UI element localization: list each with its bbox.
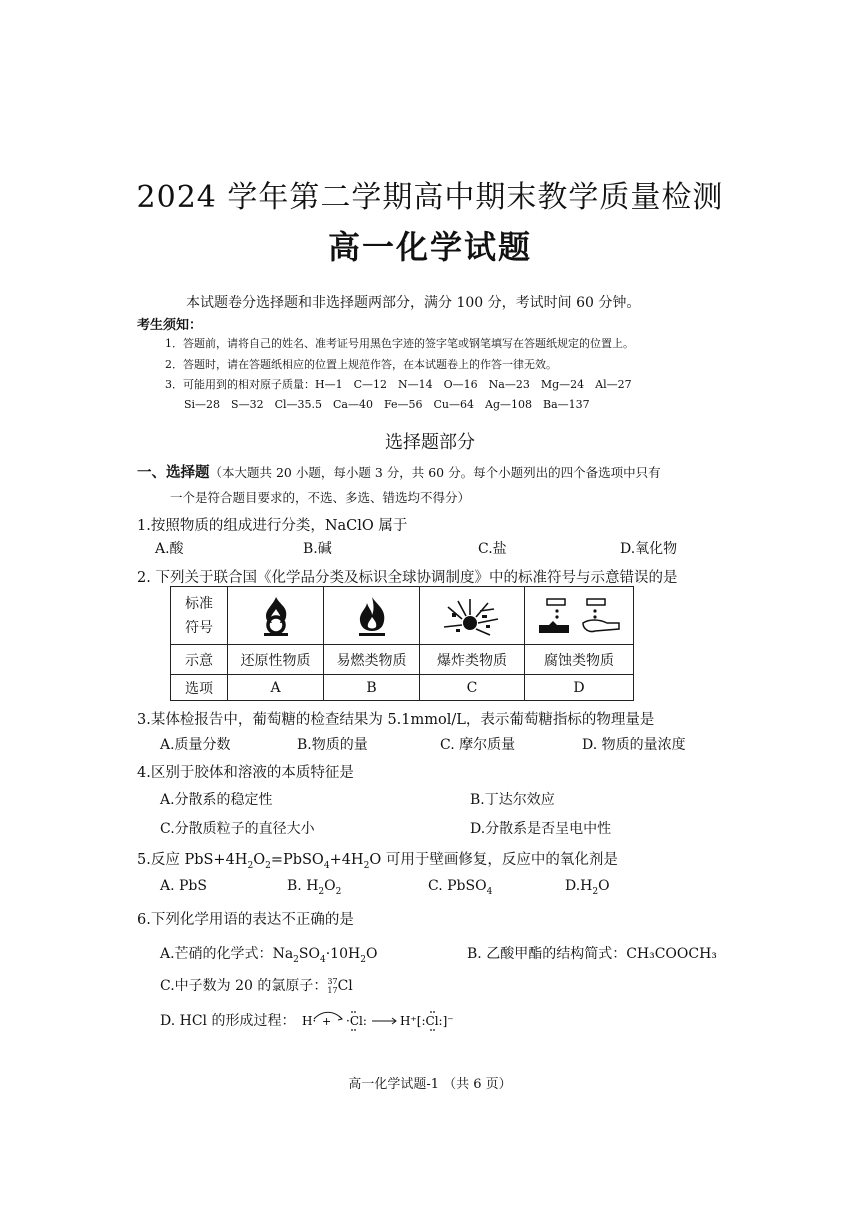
q3-option-a: A.质量分数 [160, 737, 231, 753]
hcl-formation-diagram [300, 1010, 475, 1032]
exam-subtitle: 高一化学试题 [327, 228, 532, 266]
q6-formula: $Na_2SO_4\cdot 10H_2O$ [272, 946, 378, 965]
q5-equation: $PbS+4H_2O_2=PbSO_4+4H_2O$ [184, 852, 382, 871]
q4-option-b: B.丁达尔效应 [470, 792, 555, 808]
q5-option-b: B. $H_2O_2$ [287, 878, 342, 897]
q1-stem: 1.按照物质的组成进行分类，NaClO 属于 [137, 518, 408, 534]
svg-text:H⁺[:Cl:]⁻: H⁺[:Cl:]⁻ [399, 1014, 454, 1028]
meaning-c: 爆炸类物质 [420, 645, 525, 675]
q4-option-a: A.分散系的稳定性 [160, 792, 273, 808]
corrosive-icon [525, 587, 634, 645]
option-a: A [228, 675, 324, 701]
q5-option-c: C. PbSO$_4$ [428, 878, 493, 897]
part1-heading [137, 461, 661, 482]
exam-title: 2024 学年第二学期高中期末教学质量检测 [136, 180, 724, 215]
q6-option-d: D. HCl 的形成过程： H· + ·Cl: H⁺[:Cl:]⁻ [160, 1010, 475, 1032]
section-title: 选择题部分 [385, 432, 475, 453]
explosive-icon [420, 587, 525, 645]
notice-item-4: Si—28 S—32 Cl—35.5 Ca—40 Fe—56 Cu—64 Ag—108 Ba—137 [184, 398, 590, 411]
q5-option-d: $D.H_2O$ [565, 878, 610, 897]
svg-text:H·: H· [301, 1014, 317, 1028]
notice-item-2: 2．答题时，请在答题纸相应的位置上规范作答，在本试题卷上的作答一律无效。 [165, 358, 557, 371]
notice-item-1: 1．答题前，请将自己的姓名、准考证号用黑色字迹的签字笔或钢笔填写在答题纸规定的位置上。 [165, 337, 634, 350]
q3-option-b: B.物质的量 [297, 737, 368, 753]
page-footer: 高一化学试题-1 （共 6 页） [348, 1077, 512, 1092]
q1-option-a: A.酸 [155, 541, 184, 557]
svg-text:·Cl:: ·Cl: [345, 1014, 367, 1028]
q5-stem: 5.反应 $PbS+4H_2O_2=PbSO_4+4H_2O$ 可用于壁画修复，反应中的氧化剂是 [137, 852, 618, 871]
option-b: B [324, 675, 420, 701]
hazard-symbol-table [170, 586, 634, 701]
notice-heading: 考生须知： [137, 318, 203, 333]
q4-stem: 4.区别于胶体和溶液的本质特征是 [137, 765, 354, 781]
option-c: C [420, 675, 525, 701]
q3-option-d: D. 物质的量浓度 [582, 737, 686, 753]
flammable-icon [324, 587, 420, 645]
oxidizer-icon [228, 587, 324, 645]
meaning-a: 还原性物质 [228, 645, 324, 675]
q3-stem: 3.某体检报告中，葡萄糖的检查结果为 5.1mmol/L，表示葡萄糖指标的物理量是 [137, 712, 655, 728]
q3-option-c: C. 摩尔质量 [440, 737, 516, 753]
notice-item-3: 3．可能用到的相对原子质量：H—1 C—12 N—14 O—16 Na—23 Mg—24 Al—27 [165, 378, 632, 391]
meaning-d: 腐蚀类物质 [525, 645, 634, 675]
row-label-meaning: 示意 [171, 645, 228, 675]
q6-stem: 6.下列化学用语的表达不正确的是 [137, 912, 354, 928]
q1-option-c: C.盐 [478, 541, 507, 557]
part1-label: 一、选择题 [137, 464, 210, 481]
q2-stem: 2. 下列关于联合国《化学品分类及标识全球协调制度》中的标准符号与示意错误的是 [137, 570, 678, 586]
q4-option-c: C.分散质粒子的直径大小 [160, 821, 315, 837]
meaning-b: 易燃类物质 [324, 645, 420, 675]
part1-desc-2: 一个是符合题目要求的，不选、多选、错选均不得分） [170, 490, 471, 505]
part1-desc: （本大题共 20 小题，每小题 3 分，共 60 分。每个小题列出的四个备选项中只有 [209, 465, 661, 480]
q6-option-c: C.中子数为 20 的氯原子： 37 17 Cl [160, 977, 353, 995]
row-label-option: 选项 [171, 675, 228, 701]
q1-option-d: D.氧化物 [620, 541, 678, 557]
q4-option-d: D.分散系是否呈电中性 [470, 821, 612, 837]
intro-text: 本试题卷分选择题和非选择题两部分，满分 100 分，考试时间 60 分钟。 [186, 295, 641, 311]
q1-option-b: B.碱 [303, 541, 332, 557]
q6-option-b: B. 乙酸甲酯的结构简式：CH₃COOCH₃ [467, 946, 717, 962]
option-d: D [525, 675, 634, 701]
svg-text:+: + [321, 1015, 332, 1028]
q6-option-a: A.芒硝的化学式：$Na_2SO_4\cdot 10H_2O$ [160, 946, 378, 965]
q5-option-a: A. PbS [160, 878, 207, 894]
row-label-symbol: 标准 符号 [171, 587, 228, 645]
